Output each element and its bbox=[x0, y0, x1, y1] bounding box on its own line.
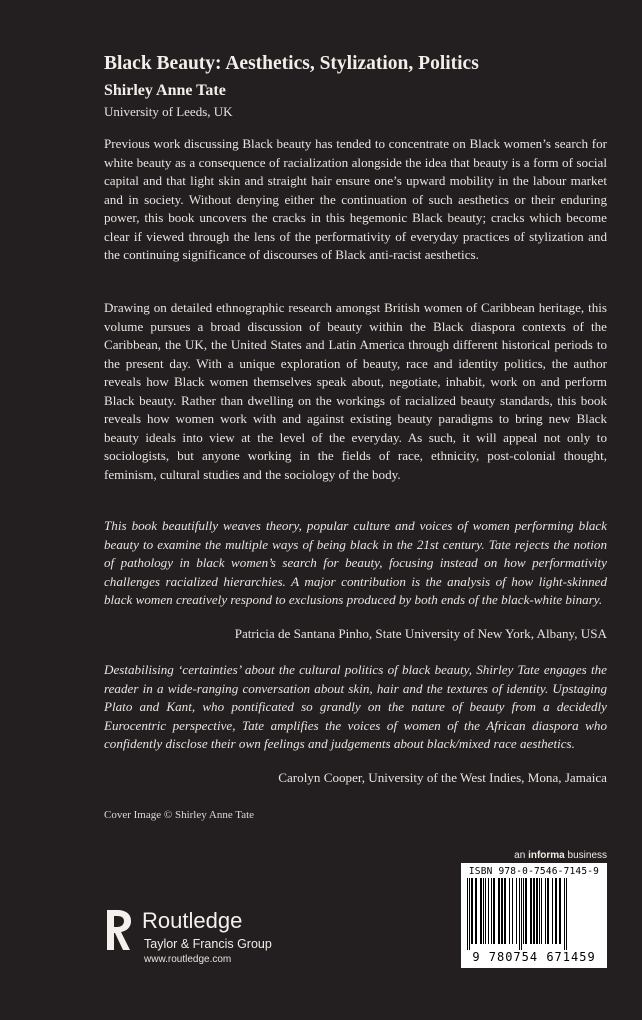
barcode-bar bbox=[480, 878, 482, 944]
publisher-website[interactable]: www.routledge.com bbox=[144, 954, 232, 965]
barcode-bar bbox=[525, 878, 527, 944]
barcode-bar bbox=[488, 878, 489, 944]
isbn-barcode bbox=[461, 863, 607, 968]
barcode-bar bbox=[493, 878, 495, 944]
informa-suffix: business bbox=[567, 850, 607, 861]
description-paragraph-2: Drawing on detailed ethnographic research amongst British women of Caribbean heritage, this volume pursues a broad discussion of beauty within the Black diaspora contexts of the Caribbean, the UK, the United States and Latin America through different historical periods to the present day. With a unique exploration of beauty, race and identity politics, the author reveals how Black women themselves speak about, negotiate, inhabit, work on and perform Black beauty. Rather than dwelling on the workings of racialized beauty standards, this book reveals how women work with and against existing beauty paradigms to bring new Black beauty ideals into view at the level of the everyday. As such, it will appeal not only to sociologists, but anyone working in the fields of race, ethnicity, post-colonial thought, feminism, cultural studies and the sociology of the body. bbox=[104, 300, 607, 482]
isbn-label: ISBN 978-0-7546-7145-9 bbox=[468, 866, 600, 877]
description-paragraph-1: Previous work discussing Black beauty has tended to concentrate on Black women’s search for white beauty as a consequence of racialization alongside the idea that beauty is a form of social capital and that light skin and straight hair ensure one’s upward mobility in the labour market and in society. Without denying either the continuation of such aesthetics or their enduring power, this book uncovers the cracks in this hegemonic Black beauty; cracks which become clear if viewed through the lens of the performativity of everyday practices of stylization and the continuing significance of discourses of Black anti-racist aesthetics. bbox=[104, 136, 607, 262]
barcode-bar bbox=[539, 878, 540, 944]
author-affiliation: University of Leeds, UK bbox=[104, 104, 233, 119]
barcode-bar bbox=[512, 878, 513, 944]
barcode-bar bbox=[475, 878, 477, 944]
author-name: Shirley Anne Tate bbox=[104, 82, 226, 99]
barcode-bar bbox=[552, 878, 553, 944]
barcode-bar bbox=[501, 878, 503, 944]
barcode-bar bbox=[519, 878, 520, 950]
barcode-bar bbox=[483, 878, 484, 944]
endorsement-quote-1: This book beautifully weaves theory, popular culture and voices of women performing black beauty to examine the multiple ways of being black in the 21st century. Tate rejects the notion of pathology in black women’s search for beauty, focusing instead on how performativity challenges racialized hierarchies. A major contribution is the analysis of how light-skinned black women creatively respond to exclusions produced by both ends of the black-white binary. bbox=[104, 518, 607, 607]
endorsement-quote-2: Destabilising ‘certainties’ about the cultural politics of black beauty, Shirley Tate engages the reader in a wide-ranging conversation about skin, hair and the textures of identity. Upstaging Plato and Kant, who pontificated so grandly on the nature of beauty from a decidedly Eurocentric perspective, Tate amplifies the voices of women of the African diaspora who confidently disclose their own feelings and judgements about black/mixed race aesthetics. bbox=[104, 662, 607, 751]
barcode-bar bbox=[504, 878, 506, 944]
cover-image-credit: Cover Image © Shirley Anne Tate bbox=[104, 809, 255, 821]
barcode-bar bbox=[545, 878, 546, 944]
barcode-bar bbox=[555, 878, 557, 944]
barcode-bar bbox=[498, 878, 500, 944]
barcode-bar bbox=[564, 878, 565, 950]
book-title: Black Beauty: Aesthetics, Stylization, Politics bbox=[104, 53, 479, 74]
publisher-group: Taylor & Francis Group bbox=[144, 937, 272, 951]
barcode-bar bbox=[491, 878, 492, 944]
barcode-bar bbox=[469, 878, 470, 950]
barcode-number: 9 780754 671459 bbox=[472, 950, 596, 964]
barcode-bar bbox=[509, 878, 510, 944]
barcode-bar bbox=[467, 878, 468, 950]
barcode-bar bbox=[566, 878, 567, 950]
publisher-name: Routledge bbox=[142, 908, 243, 933]
barcode-bar bbox=[516, 878, 517, 944]
endorsement-attribution-2: Carolyn Cooper, University of the West Indies, Mona, Jamaica bbox=[278, 770, 607, 785]
barcode-bar bbox=[523, 878, 524, 944]
barcode-bar bbox=[533, 878, 535, 944]
barcode-bar bbox=[536, 878, 538, 944]
barcode-bar bbox=[485, 878, 486, 944]
informa-prefix: an bbox=[514, 850, 526, 861]
routledge-logo-icon bbox=[103, 906, 135, 954]
informa-brand: informa bbox=[528, 850, 565, 861]
barcode-bar bbox=[547, 878, 549, 944]
informa-business-tagline bbox=[514, 850, 607, 861]
barcode-bar bbox=[521, 878, 522, 950]
barcode-bar bbox=[471, 878, 473, 944]
endorsement-attribution-1: Patricia de Santana Pinho, State University of New York, Albany, USA bbox=[234, 626, 607, 641]
barcode-bar bbox=[559, 878, 561, 944]
barcode-bar bbox=[541, 878, 542, 944]
barcode-bar bbox=[530, 878, 532, 944]
barcode-bars bbox=[467, 878, 601, 950]
